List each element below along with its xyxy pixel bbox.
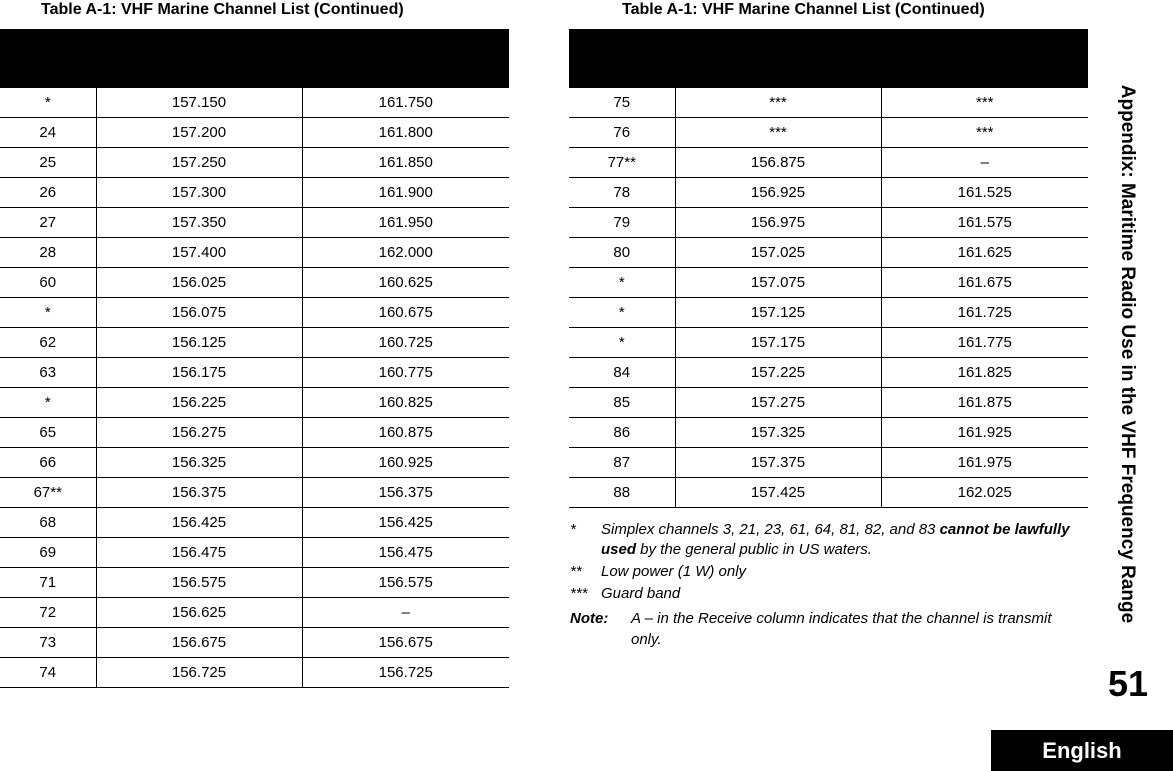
table-row (569, 358, 1088, 388)
transmit-cell: 157.150 (96, 88, 302, 118)
channel-cell: 28 (0, 238, 96, 268)
table-row (0, 478, 509, 508)
receive-cell: – (881, 148, 1088, 178)
receive-cell: 156.375 (302, 478, 509, 508)
channel-cell: 62 (0, 328, 96, 358)
footnote-marker: ** (570, 563, 582, 580)
transmit-cell: 157.350 (96, 208, 302, 238)
table-row (0, 298, 509, 328)
channel-cell: 65 (0, 418, 96, 448)
note-label: Note: (570, 610, 609, 627)
transmit-cell: 156.975 (675, 208, 881, 238)
transmit-cell: 156.475 (96, 538, 302, 568)
receive-cell: 160.875 (302, 418, 509, 448)
transmit-cell: 157.425 (675, 478, 881, 508)
receive-cell: 160.725 (302, 328, 509, 358)
channel-cell: 85 (569, 388, 675, 418)
channel-cell: 27 (0, 208, 96, 238)
channel-cell: 73 (0, 628, 96, 658)
receive-cell: 161.525 (881, 178, 1088, 208)
footnote-guard-band (570, 584, 1070, 604)
receive-cell: 161.750 (302, 88, 509, 118)
transmit-cell: 157.075 (675, 268, 881, 298)
channel-cell: * (569, 328, 675, 358)
channel-cell: 26 (0, 178, 96, 208)
transmit-cell: 157.200 (96, 118, 302, 148)
channel-cell: * (0, 388, 96, 418)
channel-cell: 63 (0, 358, 96, 388)
transmit-cell: 156.625 (96, 598, 302, 628)
left-channel-table (0, 29, 509, 688)
page-number: 51 (1108, 663, 1149, 704)
transmit-cell: 156.075 (96, 298, 302, 328)
transmit-cell: 156.875 (675, 148, 881, 178)
table-row (569, 88, 1088, 118)
table-row (0, 208, 509, 238)
transmit-cell: 156.275 (96, 418, 302, 448)
transmit-cell: 156.675 (96, 628, 302, 658)
table-row (0, 568, 509, 598)
channel-cell: 80 (569, 238, 675, 268)
receive-cell: 161.775 (881, 328, 1088, 358)
receive-cell: 161.950 (302, 208, 509, 238)
table-row (569, 478, 1088, 508)
channel-cell: * (569, 298, 675, 328)
note-text: A – in the Receive column indicates that the channel is transmit only. (631, 610, 1052, 648)
channel-cell: 78 (569, 178, 675, 208)
transmit-cell: 156.175 (96, 358, 302, 388)
transmit-cell: 156.925 (675, 178, 881, 208)
channel-cell: 77** (569, 148, 675, 178)
receive-cell: *** (881, 118, 1088, 148)
table-row (0, 538, 509, 568)
table-row (0, 268, 509, 298)
receive-cell: 161.800 (302, 118, 509, 148)
receive-cell: 156.575 (302, 568, 509, 598)
receive-cell: 161.850 (302, 148, 509, 178)
table-row (569, 388, 1088, 418)
table-row (569, 178, 1088, 208)
channel-cell: 71 (0, 568, 96, 598)
footnotes (570, 520, 1070, 650)
right-channel-table (569, 29, 1088, 508)
receive-cell: 161.875 (881, 388, 1088, 418)
transmit-cell: *** (675, 88, 881, 118)
receive-cell: 161.825 (881, 358, 1088, 388)
transmit-cell: 156.375 (96, 478, 302, 508)
transmit-cell: 157.375 (675, 448, 881, 478)
table-row (0, 178, 509, 208)
channel-cell: 69 (0, 538, 96, 568)
transmit-cell: 156.425 (96, 508, 302, 538)
right-table-title: Table A-1: VHF Marine Channel List (Continued) (622, 1, 985, 18)
table-row (0, 88, 509, 118)
footnote-text: Guard band (601, 585, 681, 602)
receive-cell: 156.425 (302, 508, 509, 538)
left-table-title: Table A-1: VHF Marine Channel List (Continued) (41, 1, 404, 18)
channel-cell: 72 (0, 598, 96, 628)
channel-cell: 88 (569, 478, 675, 508)
channel-cell: 76 (569, 118, 675, 148)
table-header-row (569, 29, 1088, 88)
receive-cell: *** (881, 88, 1088, 118)
channel-cell: * (0, 88, 96, 118)
footnote-marker: *** (570, 585, 588, 602)
channel-cell: 66 (0, 448, 96, 478)
receive-cell: 161.925 (881, 418, 1088, 448)
receive-cell: 162.000 (302, 238, 509, 268)
channel-cell: 60 (0, 268, 96, 298)
channel-cell: 79 (569, 208, 675, 238)
transmit-cell: 157.300 (96, 178, 302, 208)
channel-cell: 75 (569, 88, 675, 118)
receive-cell: 156.675 (302, 628, 509, 658)
transmit-cell: 157.275 (675, 388, 881, 418)
receive-cell: 161.900 (302, 178, 509, 208)
table-row (569, 418, 1088, 448)
table-row (0, 388, 509, 418)
footnote-simplex (570, 520, 1070, 560)
transmit-cell: 156.575 (96, 568, 302, 598)
language-tab: English (991, 730, 1173, 771)
transmit-cell: 157.225 (675, 358, 881, 388)
transmit-cell: 157.175 (675, 328, 881, 358)
table-header-row (0, 29, 509, 88)
receive-cell: 156.475 (302, 538, 509, 568)
footnote-low-power (570, 562, 1070, 582)
receive-cell: 161.725 (881, 298, 1088, 328)
table-row (569, 208, 1088, 238)
table-row (569, 298, 1088, 328)
receive-cell: 161.675 (881, 268, 1088, 298)
channel-cell: * (569, 268, 675, 298)
channel-cell: 67** (0, 478, 96, 508)
table-row (0, 418, 509, 448)
table-row (0, 328, 509, 358)
table-row (0, 238, 509, 268)
table-row (0, 118, 509, 148)
receive-cell: 156.725 (302, 658, 509, 688)
receive-cell: 161.575 (881, 208, 1088, 238)
transmit-cell: *** (675, 118, 881, 148)
receive-cell: 160.775 (302, 358, 509, 388)
footnote-text: by the general public in US waters. (636, 541, 872, 558)
receive-cell: 160.625 (302, 268, 509, 298)
channel-cell: * (0, 298, 96, 328)
channel-cell: 68 (0, 508, 96, 538)
transmit-cell: 157.125 (675, 298, 881, 328)
transmit-cell: 156.225 (96, 388, 302, 418)
receive-cell: 160.675 (302, 298, 509, 328)
channel-cell: 24 (0, 118, 96, 148)
receive-cell: 161.625 (881, 238, 1088, 268)
channel-cell: 86 (569, 418, 675, 448)
transmit-cell: 156.025 (96, 268, 302, 298)
table-row (0, 148, 509, 178)
table-row (569, 448, 1088, 478)
table-row (0, 628, 509, 658)
transmit-cell: 157.250 (96, 148, 302, 178)
table-row (0, 508, 509, 538)
transmit-cell: 157.325 (675, 418, 881, 448)
receive-cell: 160.825 (302, 388, 509, 418)
channel-cell: 74 (0, 658, 96, 688)
table-row (0, 358, 509, 388)
table-row (0, 598, 509, 628)
footnote-marker: * (570, 521, 576, 538)
channel-cell: 25 (0, 148, 96, 178)
transmit-cell: 156.725 (96, 658, 302, 688)
receive-cell: 161.975 (881, 448, 1088, 478)
receive-cell: – (302, 598, 509, 628)
transmit-cell: 157.025 (675, 238, 881, 268)
chapter-side-title (1097, 58, 1157, 650)
footnote-text: Simplex channels 3, 21, 23, 61, 64, 81, 82, and 83 (601, 521, 940, 538)
table-row (569, 238, 1088, 268)
channel-cell: 87 (569, 448, 675, 478)
table-row (0, 448, 509, 478)
note (570, 608, 1070, 650)
chapter-side-title-text: Appendix: Maritime Radio Use in the VHF Frequency Range (1117, 84, 1138, 624)
footnote-text: Low power (1 W) only (601, 563, 747, 580)
receive-cell: 160.925 (302, 448, 509, 478)
table-row (0, 658, 509, 688)
table-row (569, 268, 1088, 298)
footnote-emphasis: cannot be lawfully used (601, 521, 1070, 558)
transmit-cell: 156.325 (96, 448, 302, 478)
receive-cell: 162.025 (881, 478, 1088, 508)
table-row (569, 328, 1088, 358)
channel-cell: 84 (569, 358, 675, 388)
transmit-cell: 157.400 (96, 238, 302, 268)
table-row (569, 148, 1088, 178)
table-row (569, 118, 1088, 148)
transmit-cell: 156.125 (96, 328, 302, 358)
